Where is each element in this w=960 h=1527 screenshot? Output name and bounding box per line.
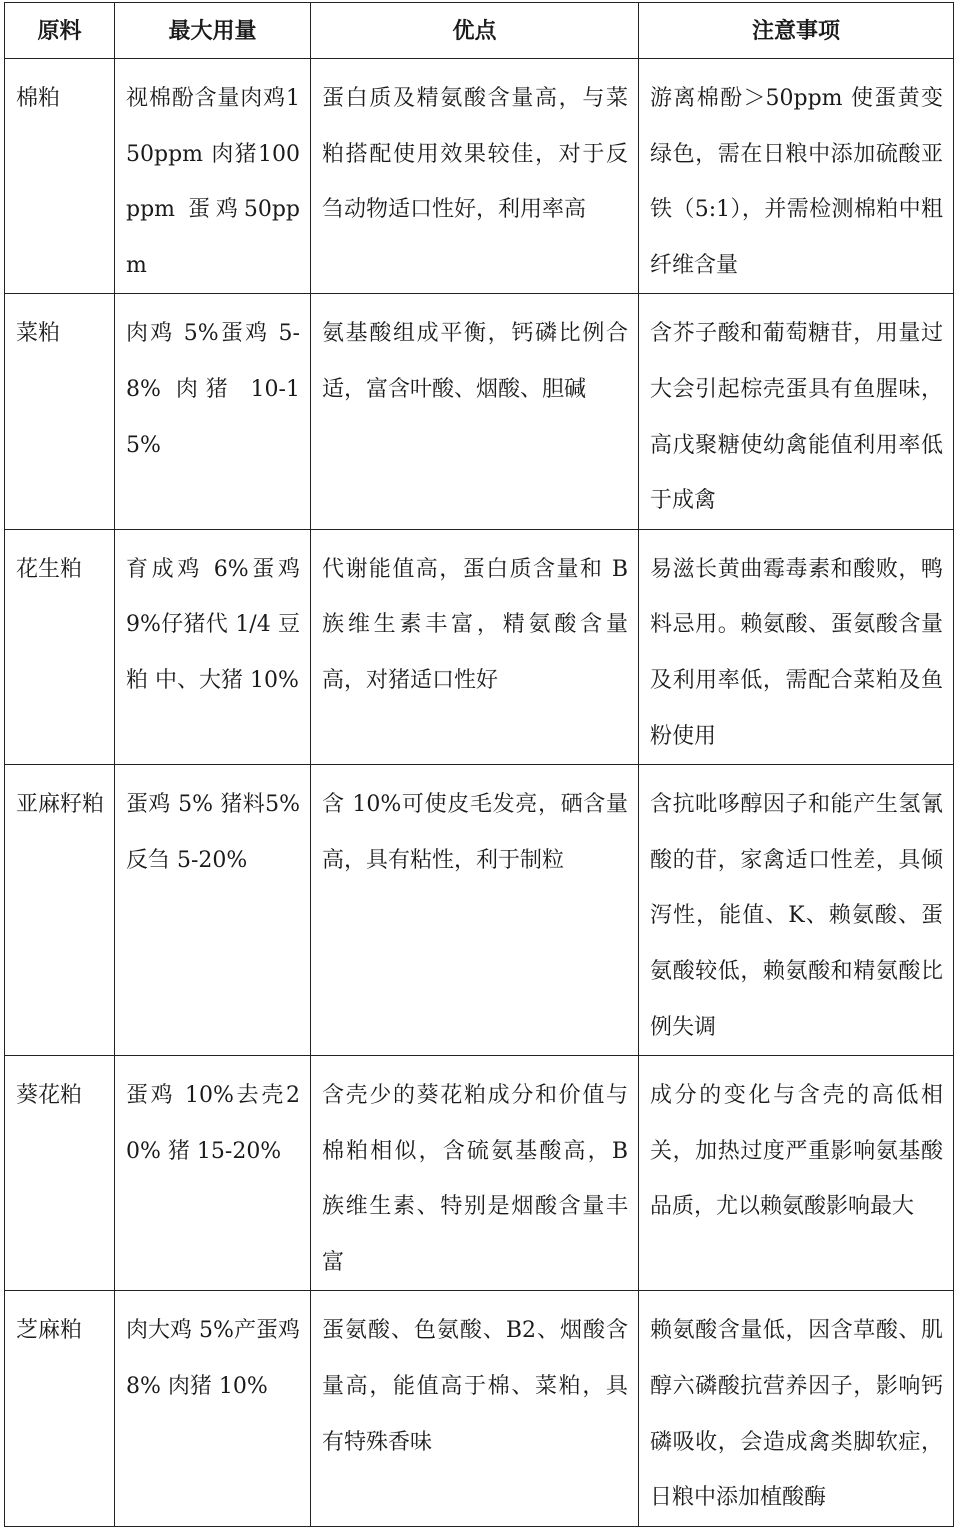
cell-advantages: 含壳少的葵花粕成分和价值与棉粕相似，含硫氨基酸高，B 族维生素、特别是烟酸含量丰富: [311, 1056, 639, 1291]
cell-material: 花生粕: [5, 529, 115, 764]
cell-material: 棉粕: [5, 59, 115, 294]
table-row: [5, 765, 954, 1056]
cell-notes: 成分的变化与含壳的高低相关，加热过度严重影响氨基酸品质，尤以赖氨酸影响最大: [639, 1056, 954, 1291]
cell-advantages: 氨基酸组成平衡，钙磷比例合适，富含叶酸、烟酸、胆碱: [311, 294, 639, 529]
cell-advantages: 蛋白质及精氨酸含量高，与菜粕搭配使用效果较佳，对于反刍动物适口性好，利用率高: [311, 59, 639, 294]
cell-advantages: 含 10%可使皮毛发亮，硒含量高，具有粘性，利于制粒: [311, 765, 639, 1056]
cell-max-dosage: 肉鸡 5%蛋鸡 5-8% 肉猪 10-15%: [115, 294, 311, 529]
cell-max-dosage: 蛋鸡 10%去壳20% 猪 15-20%: [115, 1056, 311, 1291]
cell-notes: 赖氨酸含量低，因含草酸、肌醇六磷酸抗营养因子，影响钙磷吸收，会造成禽类脚软症，日粮中添加植酸酶: [639, 1291, 954, 1526]
cell-notes: 含芥子酸和葡萄糖苷，用量过大会引起棕壳蛋具有鱼腥味，高戊聚糖使幼禽能值利用率低于成禽: [639, 294, 954, 529]
cell-notes: 游离棉酚＞50ppm 使蛋黄变绿色，需在日粮中添加硫酸亚铁（5:1），并需检测棉粕中粗纤维含量: [639, 59, 954, 294]
table-row: [5, 59, 954, 294]
meal-comparison-table: [4, 2, 954, 1527]
cell-material: 葵花粕: [5, 1056, 115, 1291]
cell-material: 菜粕: [5, 294, 115, 529]
cell-material: 亚麻籽粕: [5, 765, 115, 1056]
table-row: [5, 1291, 954, 1526]
cell-advantages: 蛋氨酸、色氨酸、B2、烟酸含量高，能值高于棉、菜粕，具有特殊香味: [311, 1291, 639, 1526]
header-notes: 注意事项: [639, 3, 954, 59]
table-row: [5, 294, 954, 529]
cell-max-dosage: 肉大鸡 5%产蛋鸡 8% 肉猪 10%: [115, 1291, 311, 1526]
header-advantages: 优点: [311, 3, 639, 59]
cell-max-dosage: 视棉酚含量肉鸡150ppm 肉猪100ppm 蛋鸡50ppm: [115, 59, 311, 294]
cell-max-dosage: 育成鸡 6%蛋鸡9%仔猪代 1/4 豆粕 中、大猪 10%: [115, 529, 311, 764]
table-row: [5, 1056, 954, 1291]
header-material: 原料: [5, 3, 115, 59]
table-row: [5, 529, 954, 764]
cell-notes: 含抗吡哆醇因子和能产生氢氰酸的苷，家禽适口性差，具倾泻性，能值、K、赖氨酸、蛋氨酸较低，赖氨酸和精氨酸比例失调: [639, 765, 954, 1056]
cell-material: 芝麻粕: [5, 1291, 115, 1526]
cell-max-dosage: 蛋鸡 5% 猪料5% 反刍 5-20%: [115, 765, 311, 1056]
header-max-dosage: 最大用量: [115, 3, 311, 59]
cell-advantages: 代谢能值高，蛋白质含量和 B 族维生素丰富，精氨酸含量高，对猪适口性好: [311, 529, 639, 764]
cell-notes: 易滋长黄曲霉毒素和酸败，鸭料忌用。赖氨酸、蛋氨酸含量及利用率低，需配合菜粕及鱼粉使用: [639, 529, 954, 764]
table-header-row: [5, 3, 954, 59]
